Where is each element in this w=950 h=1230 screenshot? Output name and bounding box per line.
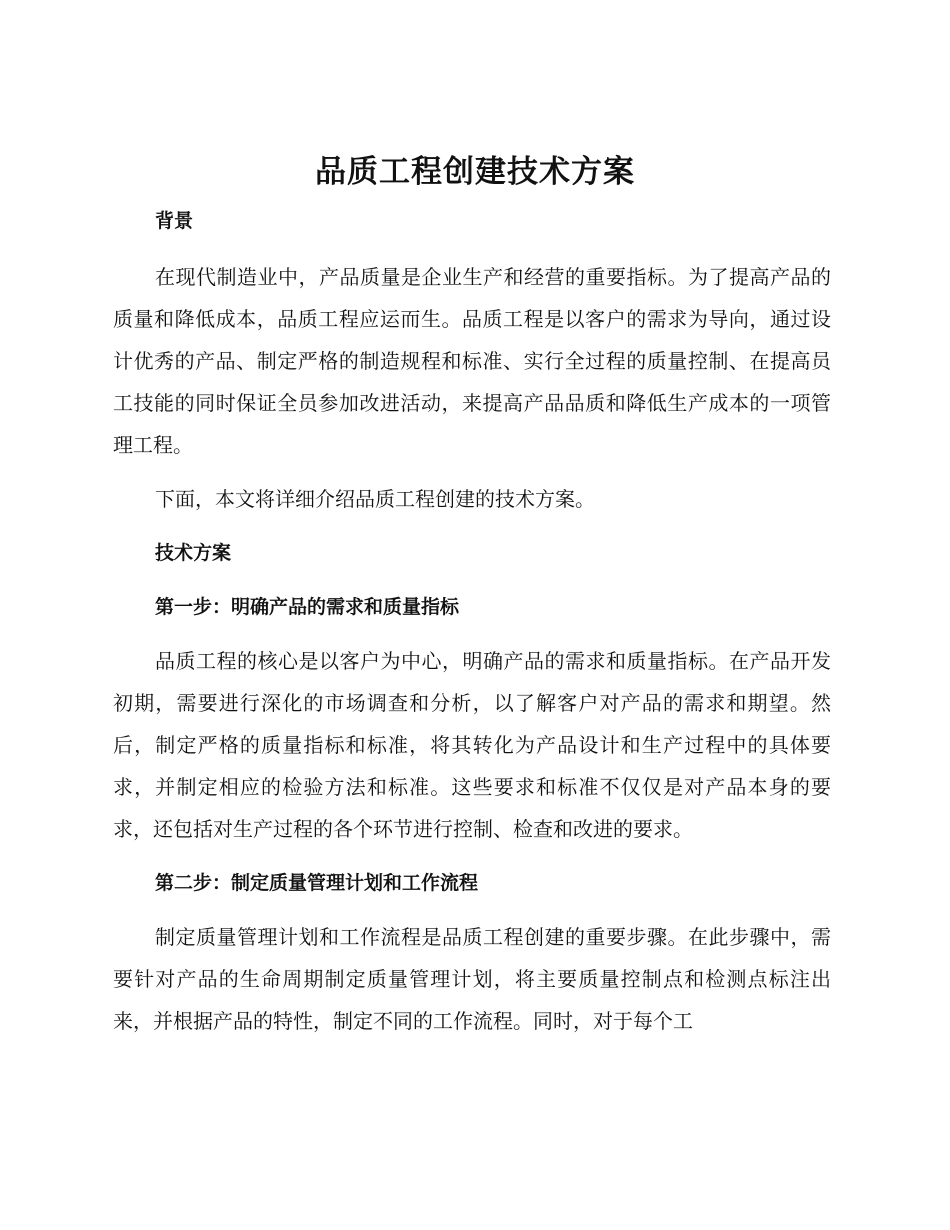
document-body — [113, 200, 831, 1042]
intro-paragraph: 下面，本文将详细介绍品质工程创建的技术方案。 — [155, 487, 595, 511]
tech-heading: 技术方案 — [155, 542, 232, 564]
document-title: 品质工程创建技术方案 — [315, 154, 635, 190]
step2-paragraph: 制定质量管理计划和工作流程是品质工程创建的重要步骤。在此步骤中，需要针对产品的生命周期制定质量管理计划，将主要质量控制点和检测点标注出来，并根据产品的特性，制定不同的工作流程。同时，对于每个工 — [113, 925, 831, 1033]
background-paragraph: 在现代制造业中，产品质量是企业生产和经营的重要指标。为了提高产品的质量和降低成本，品质工程应运而生。品质工程是以客户的需求为导向，通过设计优秀的产品、制定严格的制造规程和标准、实行全过程的质量控制、在提高员工技能的同时保证全员参加改进活动，来提高产品品质和降低生产成本的一项管理工程。 — [113, 265, 831, 457]
step1-heading: 第一步：明确产品的需求和质量指标 — [155, 596, 460, 618]
step2-heading: 第二步：制定质量管理计划和工作流程 — [155, 872, 479, 894]
background-heading: 背景 — [155, 210, 194, 232]
step1-paragraph: 品质工程的核心是以客户为中心，明确产品的需求和质量指标。在产品开发初期，需要进行深化的市场调查和分析，以了解客户对产品的需求和期望。然后，制定严格的质量指标和标准，将其转化为产品设计和生产过程中的具体要求，并制定相应的检验方法和标准。这些要求和标准不仅仅是对产品本身的要求，还包括对生产过程的各个环节进行控制、检查和改进的要求。 — [113, 649, 831, 841]
